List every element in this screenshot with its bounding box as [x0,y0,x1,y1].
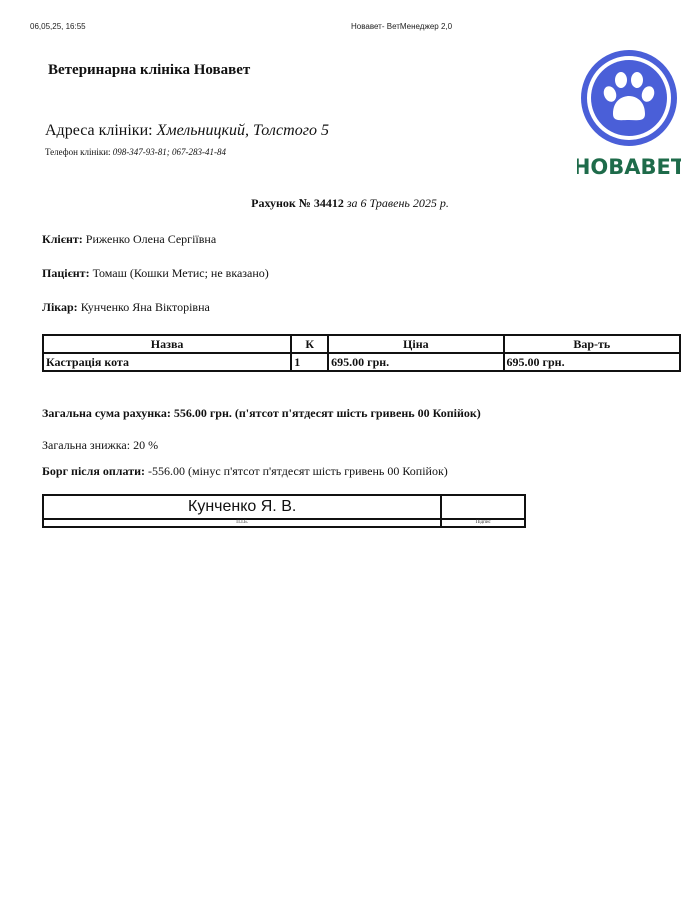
doctor-label: Лікар: [42,300,78,314]
invoice-title [0,196,700,211]
signature-table [42,494,526,528]
clinic-name: Ветеринарна клініка Новавет [48,62,251,78]
item-qty: 1 [291,353,328,371]
patient-value: Томаш (Кошки Метис; не вказано) [92,266,269,280]
invoice-debt [42,464,448,479]
header-cost: Вар-ть [504,335,680,353]
phone-value: 098-347-93-81; 067-283-41-84 [112,147,226,157]
sign-caption: Підпис [441,519,525,527]
address-value: Хмельницкий, Толстого 5 [156,122,329,139]
clinic-address [45,122,329,140]
clinic-logo [577,48,681,183]
invoice-discount: Загальна знижка: 20 % [42,438,159,452]
item-name: Кастрація кота [43,353,291,371]
client-value: Риженко Олена Сергіївна [85,232,217,246]
header-price: Ціна [328,335,503,353]
debt-value: -556.00 (мінус п'ятсот п'ятдесят шість гривень 00 Копійок) [148,464,448,478]
header-qty: К [291,335,328,353]
invoice-date: за 6 Травень 2025 р. [346,196,449,210]
patient-label: Пацієнт: [42,266,90,280]
table-header-row [43,335,680,353]
debt-label: Борг після оплати: [42,464,145,478]
items-table [42,334,681,372]
client-field [42,232,216,247]
item-cost: 695.00 грн. [504,353,680,371]
name-caption: П.І.Б. [43,519,441,527]
invoice-number: 34412 [313,196,344,210]
header-name: Назва [43,335,291,353]
doctor-field [42,300,210,315]
table-row [43,353,680,371]
patient-field [42,266,269,281]
address-label: Адреса клініки: [45,122,153,139]
invoice-prefix: Рахунок № [251,196,311,210]
print-datetime: 06,05,25, 16:55 [30,22,86,31]
invoice-total: Загальна сума рахунка: 556.00 грн. (п'ятсот п'ятдесят шість гривень 00 Копійок) [42,406,481,420]
doctor-value: Кунченко Яна Вікторівна [80,300,210,314]
logo-text: НОВАВЕТ [577,155,681,179]
item-price: 695.00 грн. [328,353,503,371]
print-app-title: Новавет- ВетМенеджер 2,0 [351,22,453,31]
paw-icon [577,48,681,183]
phone-label: Телефон клініки: [45,147,111,157]
client-label: Клієнт: [42,232,83,246]
signature-box [441,495,525,519]
signature-name: Кунченко Я. В. [43,495,441,519]
clinic-phone [45,147,226,157]
